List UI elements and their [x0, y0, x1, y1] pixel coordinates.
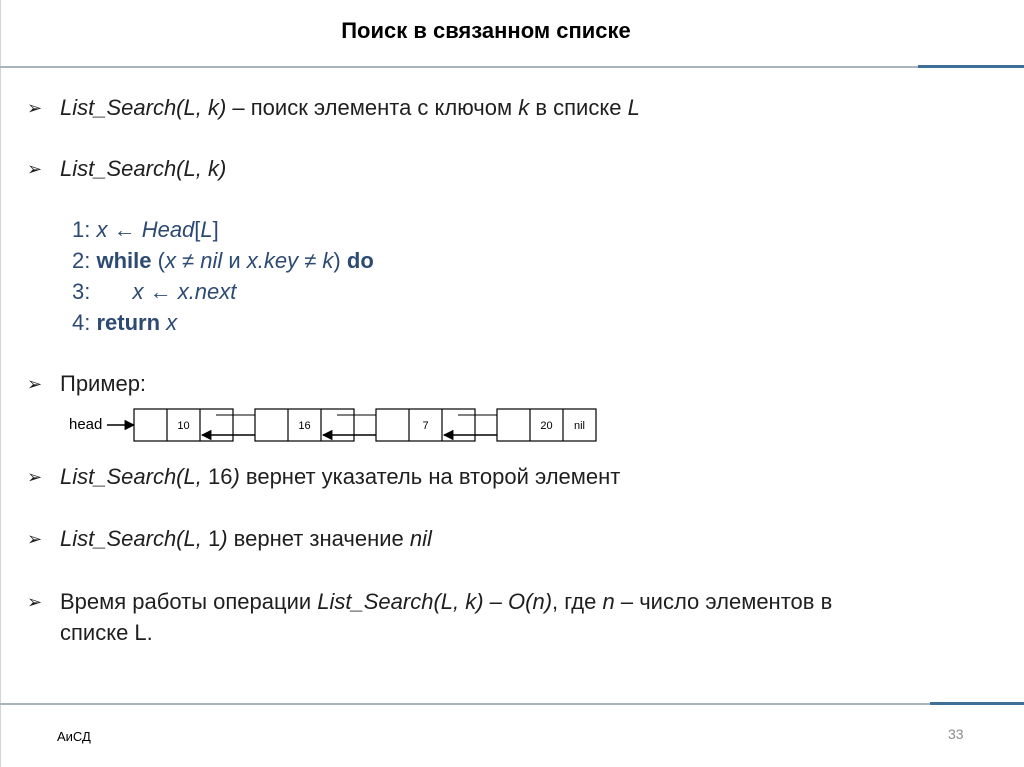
node-key: 10 [177, 420, 190, 432]
footer-course-label: АиСД [57, 729, 91, 744]
node-key: 20 [540, 420, 553, 432]
code-line-3: 3: x ← x.next [72, 279, 237, 304]
slide-number: 33 [948, 726, 964, 742]
slide-title: Поиск в связанном списке [341, 18, 631, 43]
function-name: List_Search(L, k) [60, 156, 227, 181]
arrowhead-bullet-icon: ➢ [27, 374, 43, 394]
arrowhead-bullet-icon: ➢ [27, 159, 43, 179]
node-next-nil: nil [573, 420, 586, 432]
arrowhead-bullet-icon: ➢ [27, 592, 43, 612]
code-line-1: 1: x ← Head[L] [72, 217, 219, 242]
node-key: 7 [422, 420, 429, 432]
footer-divider [0, 703, 1024, 705]
code-line-2: 2: while (x ≠ nil и x.key ≠ k) do [72, 248, 374, 273]
code-line-4: 4: return x [72, 310, 178, 335]
arrowhead-bullet-icon: ➢ [27, 529, 43, 549]
arrowhead-bullet-icon: ➢ [27, 98, 43, 118]
footer-divider-accent [930, 702, 1024, 705]
function-name: List_Search(L, k) [60, 95, 227, 120]
arrowhead-bullet-icon: ➢ [27, 467, 43, 487]
head-label: head [69, 416, 103, 433]
node-key: 16 [298, 420, 311, 432]
